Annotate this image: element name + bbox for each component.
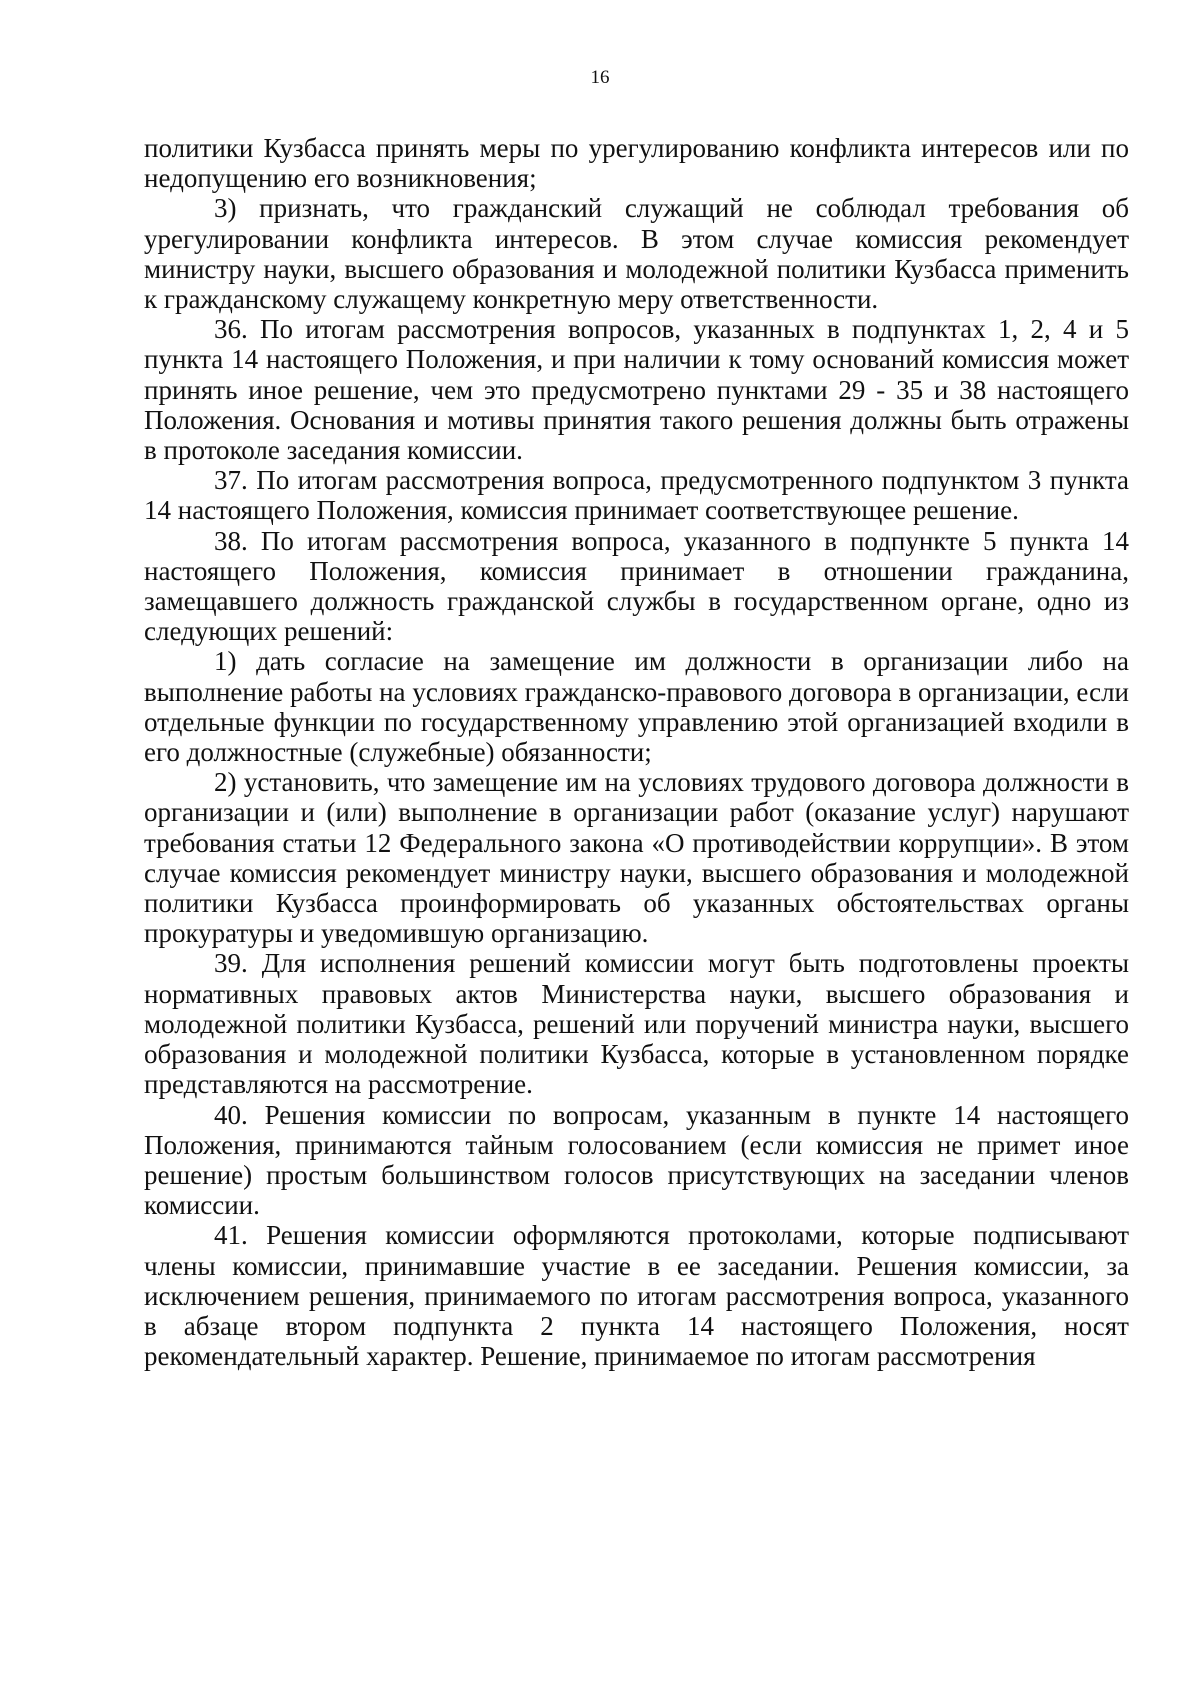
- paragraph-41: 41. Решения комиссии оформляются протоколами, которые подписывают члены комиссии, принимавшие участие в ее заседании. Решения комиссии, за исключением решения, принимаемого по итогам рассмотрения вопроса, указанного в абзаце втором подпункта 2 пункта 14 настоящего Положения, носят рекомендательный характер. Решение, принимаемое по итогам рассмотрения: [144, 1220, 1129, 1372]
- paragraph-36: 36. По итогам рассмотрения вопросов, указанных в подпунктах 1, 2, 4 и 5 пункта 14 настоящего Положения, и при наличии к тому оснований комиссия может принять иное решение, чем это предусмотрено пунктами 29 - 35 и 38 настоящего Положения. Основания и мотивы принятия такого решения должны быть отражены в протоколе заседания комиссии.: [144, 314, 1129, 466]
- paragraph-38: 38. По итогам рассмотрения вопроса, указанного в подпункте 5 пункта 14 настоящего Положения, комиссия принимает в отношении гражданина, замещавшего должность гражданской службы в государственном органе, одно из следующих решений:: [144, 525, 1129, 647]
- document-body: [144, 133, 1129, 1371]
- paragraph-37: 37. По итогам рассмотрения вопроса, предусмотренного подпунктом 3 пункта 14 настоящего Положения, комиссия принимает соответствующее решение.: [144, 465, 1129, 526]
- paragraph-40: 40. Решения комиссии по вопросам, указанным в пункте 14 настоящего Положения, принимаются тайным голосованием (если комиссия не примет иное решение) простым большинством голосов присутствующих на заседании членов комиссии.: [144, 1099, 1129, 1221]
- paragraph-39: 39. Для исполнения решений комиссии могут быть подготовлены проекты нормативных правовых актов Министерства науки, высшего образования и молодежной политики Кузбасса, решений или поручений министра науки, высшего образования и молодежной политики Кузбасса, которые в установленном порядке представляются на рассмотрение.: [144, 948, 1129, 1100]
- page-number: 16: [590, 67, 610, 88]
- paragraph-continuation: политики Кузбасса принять меры по урегулированию конфликта интересов или по недопущению его возникновения;: [144, 133, 1129, 194]
- paragraph-subitem-3: 3) признать, что гражданский служащий не соблюдал требования об урегулировании конфликта интересов. В этом случае комиссия рекомендует министру науки, высшего образования и молодежной политики Кузбасса применить к гражданскому служащему конкретную меру ответственности.: [144, 193, 1129, 315]
- paragraph-38-subitem-1: 1) дать согласие на замещение им должности в организации либо на выполнение работы на условиях гражданско-правового договора в организации, если отдельные функции по государственному управлению этой организацией входили в его должностные (служебные) обязанности;: [144, 646, 1129, 768]
- paragraph-38-subitem-2: 2) установить, что замещение им на условиях трудового договора должности в организации и (или) выполнение в организации работ (оказание услуг) нарушают требования статьи 12 Федерального закона «О противодействии коррупции». В этом случае комиссия рекомендует министру науки, высшего образования и молодежной политики Кузбасса проинформировать об указанных обстоятельствах органы прокуратуры и уведомившую организацию.: [144, 767, 1129, 949]
